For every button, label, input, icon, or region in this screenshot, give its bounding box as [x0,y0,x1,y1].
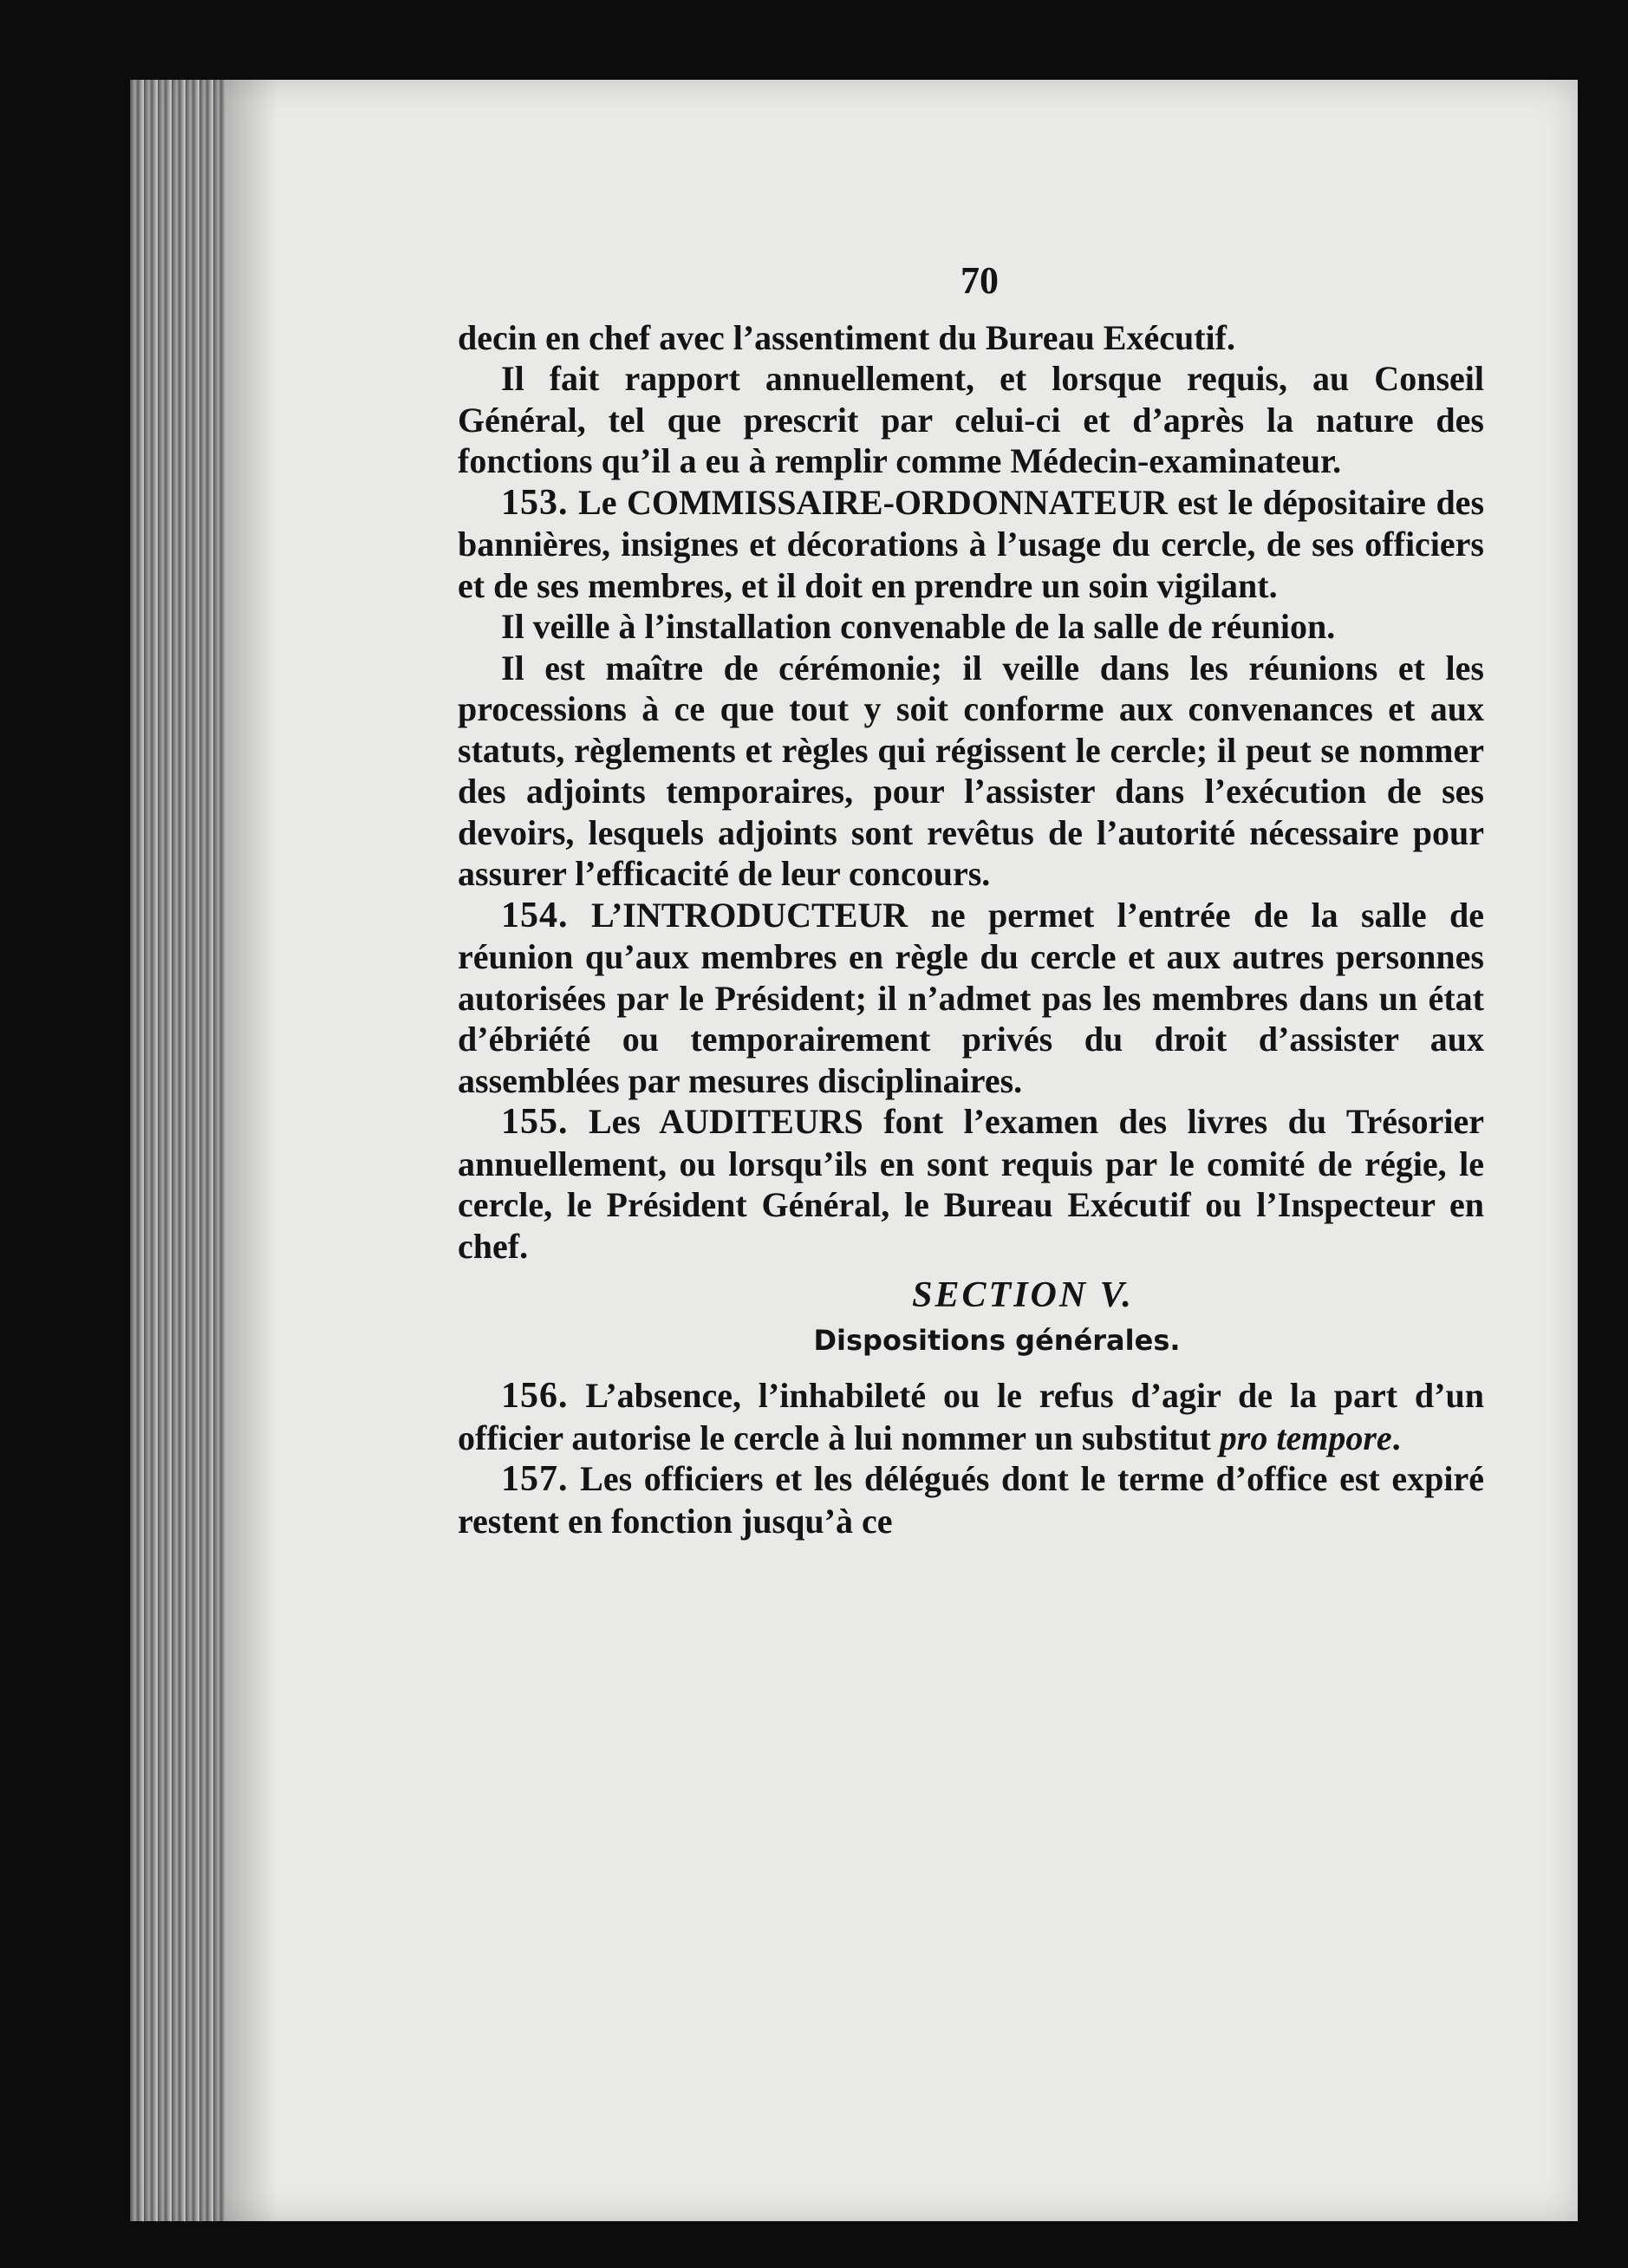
article-157 [458,1458,1484,1541]
article-153 [458,482,1484,607]
article-155 [458,1101,1484,1267]
punctuation: . [1391,1418,1401,1457]
italic-latin-phrase: pro tempore [1219,1418,1392,1457]
paragraph-text: Les AUDITEURS font l’examen des livres du Trésorier annuellement, ou lorsqu’ils en sont requis par le comité de régie, le cercle, le Président Général, le Bureau Exécutif ou l’Inspecteur en chef. [458,1102,1484,1266]
paragraph-text: Il veille à l’installation convenable de la salle de réunion. [501,607,1336,646]
book-spine-shadow [130,80,225,2221]
paragraph-text: Il est maître de cérémonie; il veille dans les réunions et les processions à ce que tout y soit conforme aux convenances et aux statuts, règlements et règles qui régissent le cercle; il peut se nommer des adjoints temporaires, pour l’assister dans l’exécution de ses devoirs, lesquels adjoints sont revêtus de l’autorité nécessaire pour assurer l’efficacité de leur concours. [458,648,1484,893]
article-number: 154. [501,895,569,935]
page-number: 70 [961,259,999,302]
paragraph [458,358,1484,482]
paragraph-text: decin en chef avec l’assentiment du Bureau Exécutif. [458,317,1235,357]
paragraph-text: L’absence, l’inhabileté ou le refus d’agir de la part d’un officier autorise le cercle à lui nommer un substitut [458,1376,1484,1457]
paragraph-continued [458,317,1484,359]
article-156 [458,1375,1484,1458]
article-number: 156. [501,1376,569,1416]
paragraph-text: Il fait rapport annuellement, et lorsque requis, au Conseil Général, tel que prescrit par celui-ci et d’après la nature des fonctions qu’il a eu à remplir comme Médecin-examinateur. [458,359,1484,480]
paragraph-text: Les officiers et les délégués dont le terme d’office est expiré restent en fonction jusqu’à ce [458,1459,1484,1541]
spine-gradient [225,80,277,2221]
paragraph-text: L’INTRODUCTEUR ne permet l’entrée de la salle de réunion qu’aux membres en règle du cercle et aux autres personnes autorisées par le Président; il n’admet pas les membres dans un état d’ébriété ou temporairement privés du droit d’assister aux assemblées par mesures disciplinaires. [458,895,1485,1100]
paragraph [458,606,1484,648]
paragraph [458,648,1484,895]
article-154 [458,895,1484,1102]
paragraph-text: Le COMMISSAIRE-ORDONNATEUR est le dépositaire des bannières, insignes et décorations à l’usage du cercle, de ses officiers et de ses membres, et il doit en prendre un soin vigilant. [458,482,1485,605]
page-text [458,260,1484,1541]
article-number: 153. [501,482,569,523]
section-subtitle: Dispositions générales. [813,1323,1181,1357]
article-number: 157. [501,1459,569,1499]
section-title: SECTION V. [912,1275,1134,1315]
article-number: 155. [501,1102,569,1142]
